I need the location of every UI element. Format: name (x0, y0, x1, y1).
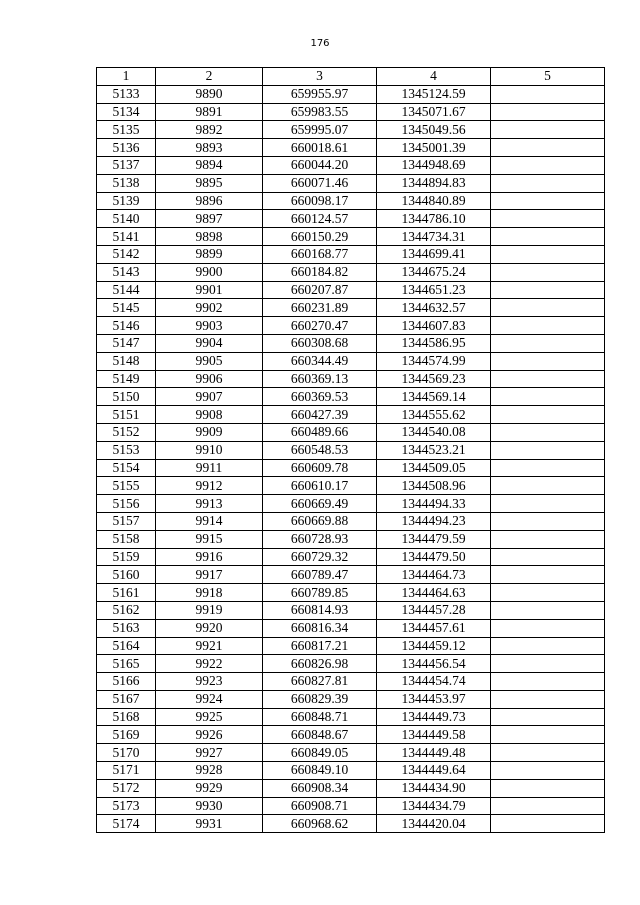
y-coordinate-cell: 1344540.08 (377, 423, 491, 441)
note-cell (491, 744, 605, 762)
table-row (97, 512, 605, 530)
table-row (97, 192, 605, 210)
y-coordinate-cell: 1344494.23 (377, 512, 491, 530)
x-coordinate-cell: 660098.17 (263, 192, 377, 210)
table-row (97, 530, 605, 548)
y-coordinate-cell: 1344734.31 (377, 228, 491, 246)
note-cell (491, 548, 605, 566)
note-cell (491, 174, 605, 192)
note-cell (491, 334, 605, 352)
table-row (97, 708, 605, 726)
y-coordinate-cell: 1345071.67 (377, 103, 491, 121)
note-cell (491, 192, 605, 210)
point-number-cell: 5145 (97, 299, 156, 317)
x-coordinate-cell: 660827.81 (263, 673, 377, 691)
y-coordinate-cell: 1345124.59 (377, 85, 491, 103)
index-cell: 9901 (156, 281, 263, 299)
index-cell: 9928 (156, 762, 263, 780)
note-cell (491, 619, 605, 637)
point-number-cell: 5151 (97, 406, 156, 424)
index-cell: 9905 (156, 352, 263, 370)
y-coordinate-cell: 1344454.74 (377, 673, 491, 691)
note-cell (491, 121, 605, 139)
table-row (97, 174, 605, 192)
y-coordinate-cell: 1344434.79 (377, 797, 491, 815)
y-coordinate-cell: 1344449.64 (377, 762, 491, 780)
note-cell (491, 228, 605, 246)
point-number-cell: 5163 (97, 619, 156, 637)
note-cell (491, 512, 605, 530)
table-row (97, 317, 605, 335)
y-coordinate-cell: 1344607.83 (377, 317, 491, 335)
x-coordinate-cell: 660548.53 (263, 441, 377, 459)
table-row (97, 334, 605, 352)
index-cell: 9923 (156, 673, 263, 691)
point-number-cell: 5133 (97, 85, 156, 103)
note-cell (491, 637, 605, 655)
index-cell: 9892 (156, 121, 263, 139)
x-coordinate-cell: 660071.46 (263, 174, 377, 192)
y-coordinate-cell: 1344569.14 (377, 388, 491, 406)
index-cell: 9896 (156, 192, 263, 210)
x-coordinate-cell: 660817.21 (263, 637, 377, 655)
note-cell (491, 530, 605, 548)
y-coordinate-cell: 1344464.73 (377, 566, 491, 584)
table-row (97, 637, 605, 655)
coordinates-table (96, 67, 605, 833)
y-coordinate-cell: 1344586.95 (377, 334, 491, 352)
x-coordinate-cell: 660814.93 (263, 601, 377, 619)
x-coordinate-cell: 660849.10 (263, 762, 377, 780)
point-number-cell: 5161 (97, 584, 156, 602)
y-coordinate-cell: 1344434.90 (377, 779, 491, 797)
y-coordinate-cell: 1344449.58 (377, 726, 491, 744)
index-cell: 9903 (156, 317, 263, 335)
index-cell: 9906 (156, 370, 263, 388)
note-cell (491, 388, 605, 406)
note-cell (491, 673, 605, 691)
point-number-cell: 5154 (97, 459, 156, 477)
point-number-cell: 5158 (97, 530, 156, 548)
point-number-cell: 5172 (97, 779, 156, 797)
table-row (97, 370, 605, 388)
table-row (97, 726, 605, 744)
x-coordinate-cell: 659955.97 (263, 85, 377, 103)
y-coordinate-cell: 1344632.57 (377, 299, 491, 317)
table-row (97, 121, 605, 139)
point-number-cell: 5174 (97, 815, 156, 833)
y-coordinate-cell: 1344449.73 (377, 708, 491, 726)
y-coordinate-cell: 1344786.10 (377, 210, 491, 228)
y-coordinate-cell: 1344479.59 (377, 530, 491, 548)
note-cell (491, 566, 605, 584)
point-number-cell: 5150 (97, 388, 156, 406)
point-number-cell: 5157 (97, 512, 156, 530)
index-cell: 9914 (156, 512, 263, 530)
point-number-cell: 5153 (97, 441, 156, 459)
table-row (97, 423, 605, 441)
index-cell: 9919 (156, 601, 263, 619)
note-cell (491, 139, 605, 157)
index-cell: 9898 (156, 228, 263, 246)
index-cell: 9930 (156, 797, 263, 815)
index-cell: 9893 (156, 139, 263, 157)
y-coordinate-cell: 1344699.41 (377, 245, 491, 263)
point-number-cell: 5144 (97, 281, 156, 299)
column-header-1: 1 (97, 68, 156, 86)
note-cell (491, 103, 605, 121)
table-row (97, 388, 605, 406)
note-cell (491, 352, 605, 370)
x-coordinate-cell: 660207.87 (263, 281, 377, 299)
y-coordinate-cell: 1344675.24 (377, 263, 491, 281)
index-cell: 9909 (156, 423, 263, 441)
x-coordinate-cell: 660184.82 (263, 263, 377, 281)
index-cell: 9910 (156, 441, 263, 459)
x-coordinate-cell: 660427.39 (263, 406, 377, 424)
note-cell (491, 762, 605, 780)
table-row (97, 548, 605, 566)
point-number-cell: 5138 (97, 174, 156, 192)
y-coordinate-cell: 1344894.83 (377, 174, 491, 192)
note-cell (491, 459, 605, 477)
index-cell: 9921 (156, 637, 263, 655)
note-cell (491, 690, 605, 708)
x-coordinate-cell: 660789.85 (263, 584, 377, 602)
index-cell: 9891 (156, 103, 263, 121)
table-row (97, 139, 605, 157)
table-row (97, 210, 605, 228)
point-number-cell: 5159 (97, 548, 156, 566)
y-coordinate-cell: 1344509.05 (377, 459, 491, 477)
point-number-cell: 5139 (97, 192, 156, 210)
y-coordinate-cell: 1344420.04 (377, 815, 491, 833)
y-coordinate-cell: 1344453.97 (377, 690, 491, 708)
x-coordinate-cell: 660908.71 (263, 797, 377, 815)
note-cell (491, 726, 605, 744)
point-number-cell: 5156 (97, 495, 156, 513)
point-number-cell: 5135 (97, 121, 156, 139)
y-coordinate-cell: 1345001.39 (377, 139, 491, 157)
x-coordinate-cell: 660308.68 (263, 334, 377, 352)
y-coordinate-cell: 1344574.99 (377, 352, 491, 370)
point-number-cell: 5160 (97, 566, 156, 584)
point-number-cell: 5137 (97, 156, 156, 174)
table-row (97, 673, 605, 691)
table-row (97, 779, 605, 797)
y-coordinate-cell: 1344494.33 (377, 495, 491, 513)
note-cell (491, 281, 605, 299)
table-row (97, 477, 605, 495)
x-coordinate-cell: 660489.66 (263, 423, 377, 441)
table-row (97, 228, 605, 246)
index-cell: 9908 (156, 406, 263, 424)
point-number-cell: 5167 (97, 690, 156, 708)
table-row (97, 601, 605, 619)
y-coordinate-cell: 1344651.23 (377, 281, 491, 299)
x-coordinate-cell: 660848.71 (263, 708, 377, 726)
note-cell (491, 708, 605, 726)
table-row (97, 441, 605, 459)
y-coordinate-cell: 1344508.96 (377, 477, 491, 495)
note-cell (491, 655, 605, 673)
x-coordinate-cell: 660270.47 (263, 317, 377, 335)
index-cell: 9926 (156, 726, 263, 744)
table-row (97, 459, 605, 477)
point-number-cell: 5148 (97, 352, 156, 370)
table-row (97, 156, 605, 174)
x-coordinate-cell: 660816.34 (263, 619, 377, 637)
x-coordinate-cell: 660848.67 (263, 726, 377, 744)
index-cell: 9894 (156, 156, 263, 174)
x-coordinate-cell: 660826.98 (263, 655, 377, 673)
note-cell (491, 477, 605, 495)
y-coordinate-cell: 1344840.89 (377, 192, 491, 210)
y-coordinate-cell: 1344523.21 (377, 441, 491, 459)
x-coordinate-cell: 660044.20 (263, 156, 377, 174)
index-cell: 9899 (156, 245, 263, 263)
x-coordinate-cell: 660124.57 (263, 210, 377, 228)
x-coordinate-cell: 660729.32 (263, 548, 377, 566)
point-number-cell: 5152 (97, 423, 156, 441)
x-coordinate-cell: 660609.78 (263, 459, 377, 477)
note-cell (491, 584, 605, 602)
table-row (97, 566, 605, 584)
note-cell (491, 406, 605, 424)
y-coordinate-cell: 1344456.54 (377, 655, 491, 673)
note-cell (491, 495, 605, 513)
x-coordinate-cell: 660610.17 (263, 477, 377, 495)
x-coordinate-cell: 660908.34 (263, 779, 377, 797)
point-number-cell: 5169 (97, 726, 156, 744)
point-number-cell: 5162 (97, 601, 156, 619)
table-header-row (97, 68, 605, 86)
index-cell: 9915 (156, 530, 263, 548)
x-coordinate-cell: 660669.88 (263, 512, 377, 530)
note-cell (491, 156, 605, 174)
point-number-cell: 5143 (97, 263, 156, 281)
note-cell (491, 601, 605, 619)
note-cell (491, 441, 605, 459)
point-number-cell: 5166 (97, 673, 156, 691)
index-cell: 9931 (156, 815, 263, 833)
x-coordinate-cell: 660369.13 (263, 370, 377, 388)
point-number-cell: 5134 (97, 103, 156, 121)
table-row (97, 263, 605, 281)
index-cell: 9912 (156, 477, 263, 495)
y-coordinate-cell: 1344457.61 (377, 619, 491, 637)
table-row (97, 85, 605, 103)
table-row (97, 281, 605, 299)
page-number: 176 (310, 38, 330, 49)
note-cell (491, 797, 605, 815)
index-cell: 9924 (156, 690, 263, 708)
x-coordinate-cell: 660829.39 (263, 690, 377, 708)
note-cell (491, 779, 605, 797)
table-row (97, 103, 605, 121)
x-coordinate-cell: 660168.77 (263, 245, 377, 263)
column-header-5: 5 (491, 68, 605, 86)
index-cell: 9929 (156, 779, 263, 797)
index-cell: 9916 (156, 548, 263, 566)
point-number-cell: 5165 (97, 655, 156, 673)
table-row (97, 762, 605, 780)
table-row (97, 299, 605, 317)
point-number-cell: 5140 (97, 210, 156, 228)
point-number-cell: 5168 (97, 708, 156, 726)
index-cell: 9897 (156, 210, 263, 228)
index-cell: 9918 (156, 584, 263, 602)
note-cell (491, 263, 605, 281)
note-cell (491, 423, 605, 441)
note-cell (491, 317, 605, 335)
point-number-cell: 5171 (97, 762, 156, 780)
note-cell (491, 370, 605, 388)
x-coordinate-cell: 660789.47 (263, 566, 377, 584)
y-coordinate-cell: 1344464.63 (377, 584, 491, 602)
table-row (97, 797, 605, 815)
index-cell: 9895 (156, 174, 263, 192)
x-coordinate-cell: 660728.93 (263, 530, 377, 548)
table-row (97, 495, 605, 513)
note-cell (491, 85, 605, 103)
table-row (97, 584, 605, 602)
point-number-cell: 5141 (97, 228, 156, 246)
index-cell: 9913 (156, 495, 263, 513)
note-cell (491, 210, 605, 228)
x-coordinate-cell: 660231.89 (263, 299, 377, 317)
y-coordinate-cell: 1344569.23 (377, 370, 491, 388)
note-cell (491, 245, 605, 263)
index-cell: 9907 (156, 388, 263, 406)
x-coordinate-cell: 660018.61 (263, 139, 377, 157)
x-coordinate-cell: 659983.55 (263, 103, 377, 121)
table-row (97, 619, 605, 637)
x-coordinate-cell: 659995.07 (263, 121, 377, 139)
point-number-cell: 5147 (97, 334, 156, 352)
y-coordinate-cell: 1344948.69 (377, 156, 491, 174)
point-number-cell: 5136 (97, 139, 156, 157)
table-row (97, 245, 605, 263)
point-number-cell: 5155 (97, 477, 156, 495)
note-cell (491, 299, 605, 317)
index-cell: 9927 (156, 744, 263, 762)
x-coordinate-cell: 660669.49 (263, 495, 377, 513)
index-cell: 9911 (156, 459, 263, 477)
point-number-cell: 5170 (97, 744, 156, 762)
table-body (97, 85, 605, 832)
x-coordinate-cell: 660150.29 (263, 228, 377, 246)
index-cell: 9925 (156, 708, 263, 726)
point-number-cell: 5164 (97, 637, 156, 655)
y-coordinate-cell: 1344459.12 (377, 637, 491, 655)
table-row (97, 690, 605, 708)
table-row (97, 655, 605, 673)
column-header-3: 3 (263, 68, 377, 86)
y-coordinate-cell: 1344457.28 (377, 601, 491, 619)
x-coordinate-cell: 660344.49 (263, 352, 377, 370)
column-header-4: 4 (377, 68, 491, 86)
y-coordinate-cell: 1344555.62 (377, 406, 491, 424)
point-number-cell: 5146 (97, 317, 156, 335)
index-cell: 9904 (156, 334, 263, 352)
x-coordinate-cell: 660849.05 (263, 744, 377, 762)
table-row (97, 815, 605, 833)
column-header-2: 2 (156, 68, 263, 86)
index-cell: 9920 (156, 619, 263, 637)
x-coordinate-cell: 660968.62 (263, 815, 377, 833)
point-number-cell: 5142 (97, 245, 156, 263)
index-cell: 9890 (156, 85, 263, 103)
point-number-cell: 5173 (97, 797, 156, 815)
index-cell: 9917 (156, 566, 263, 584)
y-coordinate-cell: 1344449.48 (377, 744, 491, 762)
note-cell (491, 815, 605, 833)
point-number-cell: 5149 (97, 370, 156, 388)
index-cell: 9922 (156, 655, 263, 673)
x-coordinate-cell: 660369.53 (263, 388, 377, 406)
table-row (97, 352, 605, 370)
table-row (97, 744, 605, 762)
y-coordinate-cell: 1344479.50 (377, 548, 491, 566)
index-cell: 9902 (156, 299, 263, 317)
y-coordinate-cell: 1345049.56 (377, 121, 491, 139)
index-cell: 9900 (156, 263, 263, 281)
table-row (97, 406, 605, 424)
